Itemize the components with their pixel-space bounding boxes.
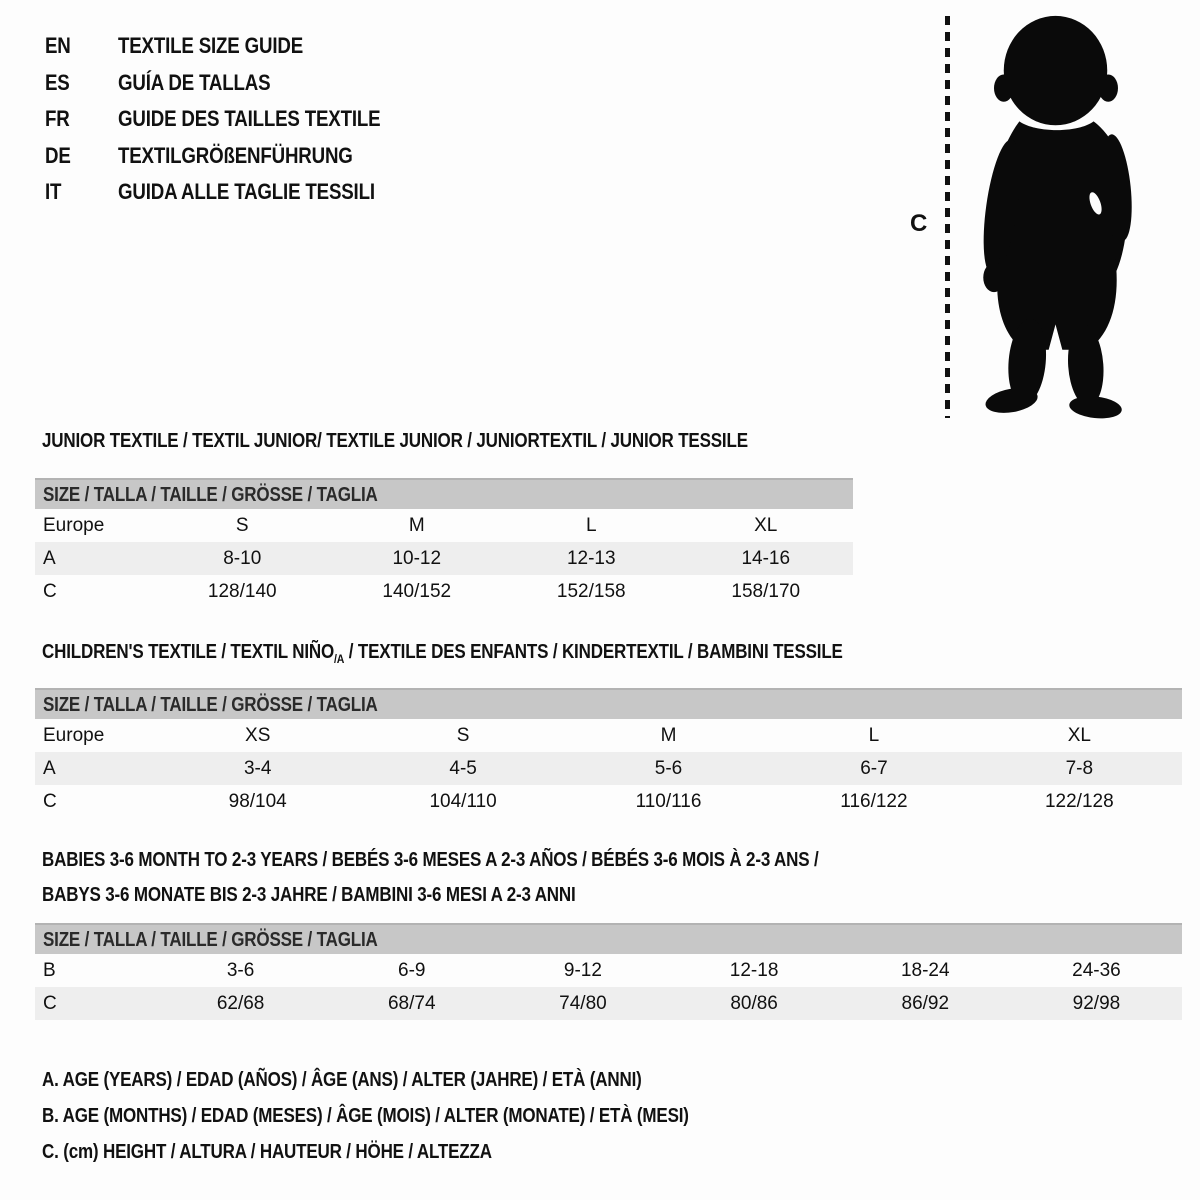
table-cell: 128/140	[207, 580, 277, 602]
table-cell: 158/170	[731, 580, 801, 602]
table-cell: L	[585, 514, 597, 536]
language-row	[45, 101, 427, 138]
table-cell: 9-12	[563, 959, 602, 981]
table-cell: 24-36	[1072, 959, 1121, 981]
table-cell: XL	[1067, 724, 1091, 746]
toddler-silhouette-icon	[958, 12, 1153, 422]
junior-section-title: JUNIOR TEXTILE / TEXTIL JUNIOR/ TEXTILE JUNIOR / JUNIORTEXTIL / JUNIOR TESSILE	[42, 430, 748, 452]
language-row	[45, 174, 427, 211]
table-row	[35, 987, 1182, 1020]
children-section-title: CHILDREN'S TEXTILE / TEXTIL $NIÑO_{/A}$ / TEXTILE DES ENFANTS / KINDERTEXTIL / BAMBINI TESSILE	[42, 641, 843, 666]
legend-footnotes	[42, 1062, 803, 1170]
language-code: FR	[45, 106, 70, 132]
size-table-header: SIZE / TALLA / TAILLE / GRÖSSE / TAGLIA	[35, 923, 1182, 954]
table-cell: 5-6	[654, 757, 683, 779]
table-row	[35, 542, 853, 575]
guide-title: TEXTILE SIZE GUIDE	[118, 33, 304, 59]
table-cell: 4-5	[449, 757, 477, 779]
table-cell: 140/152	[382, 580, 452, 602]
table-cell: XL	[754, 514, 778, 536]
table-cell: 104/110	[429, 790, 497, 812]
table-cell: 8-10	[223, 547, 262, 569]
guide-title: GUIDA ALLE TAGLIE TESSILI	[118, 179, 375, 205]
language-row	[45, 28, 427, 65]
row-label: A	[43, 757, 56, 779]
table-cell: M	[408, 514, 425, 536]
table-cell: 14-16	[741, 547, 791, 569]
height-measure-label: C	[910, 210, 928, 237]
table-cell: L	[868, 724, 880, 746]
footnote-age-years: A. AGE (YEARS) / EDAD (AÑOS) / ÂGE (ANS) / ALTER (JAHRE) / ETÀ (ANNI)	[42, 1069, 642, 1091]
table-cell: 152/158	[556, 580, 626, 602]
nino-a-subscript: /A	[334, 652, 345, 666]
language-code: ES	[45, 69, 70, 95]
table-cell: 86/92	[901, 992, 950, 1014]
table-cell: 74/80	[559, 992, 607, 1014]
table-cell: 68/74	[387, 992, 436, 1014]
table-cell: S	[235, 514, 249, 536]
table-row	[35, 752, 1182, 785]
babies-size-table	[35, 923, 1182, 1020]
table-row	[35, 509, 853, 542]
row-label: Europe	[43, 724, 105, 746]
footnote-height-cm: C. (cm) HEIGHT / ALTURA / HAUTEUR / HÖHE / ALTEZZA	[42, 1141, 492, 1163]
size-table-header: SIZE / TALLA / TAILLE / GRÖSSE / TAGLIA	[35, 478, 853, 509]
table-cell: 80/86	[730, 992, 778, 1014]
babies-section-title: BABIES 3-6 MONTH TO 2-3 YEARS / BEBÉS 3-6 MESES A 2-3 AÑOS / BÉBÉS 3-6 MOIS À 2-3 ANS / BABYS 3-6 MONATE BIS 2-3 JAHRE / BAMBINI 3-6 MESI A 2-3 ANNI	[42, 849, 819, 906]
row-label: A	[43, 547, 56, 569]
guide-title: GUÍA DE TALLAS	[118, 69, 271, 95]
row-label: C	[43, 992, 57, 1014]
table-cell: 12-13	[566, 547, 616, 569]
guide-title: GUIDE DES TAILLES TEXTILE	[118, 106, 381, 132]
language-row	[45, 138, 427, 175]
table-row	[35, 785, 1182, 818]
table-cell: 98/104	[228, 790, 287, 812]
language-code: EN	[45, 33, 71, 59]
table-cell: 7-8	[1065, 757, 1094, 779]
table-row	[35, 575, 853, 608]
footnote-age-months: B. AGE (MONTHS) / EDAD (MESES) / ÂGE (MOIS) / ALTER (MONATE) / ETÀ (MESI)	[42, 1105, 689, 1127]
height-dashed-line	[945, 16, 950, 418]
table-cell: 10-12	[392, 547, 442, 569]
language-title-list	[45, 28, 427, 211]
junior-size-table	[35, 478, 853, 608]
guide-title: TEXTILGRÖßENFÜHRUNG	[118, 142, 353, 168]
children-size-table	[35, 688, 1182, 818]
table-cell: 6-7	[860, 757, 888, 779]
language-row	[45, 65, 427, 102]
table-cell: 110/116	[635, 790, 702, 812]
language-code: IT	[45, 179, 62, 205]
table-cell: 62/68	[216, 992, 265, 1014]
table-row	[35, 719, 1182, 752]
table-cell: 3-6	[226, 959, 255, 981]
size-table-header: SIZE / TALLA / TAILLE / GRÖSSE / TAGLIA	[35, 688, 1182, 719]
table-cell: M	[660, 724, 677, 746]
table-cell: 12-18	[729, 959, 779, 981]
row-label: Europe	[43, 514, 105, 536]
row-label: B	[43, 959, 56, 981]
table-cell: S	[456, 724, 470, 746]
table-cell: 6-9	[398, 959, 426, 981]
table-cell: 116/122	[840, 790, 908, 812]
table-cell: 92/98	[1072, 992, 1121, 1014]
table-cell: 3-4	[243, 757, 272, 779]
language-code: DE	[45, 142, 71, 168]
table-cell: 18-24	[900, 959, 950, 981]
table-cell: XS	[245, 724, 271, 746]
row-label: C	[43, 580, 57, 602]
table-cell: 122/128	[1044, 790, 1114, 812]
table-row	[35, 954, 1182, 987]
row-label: C	[43, 790, 57, 812]
